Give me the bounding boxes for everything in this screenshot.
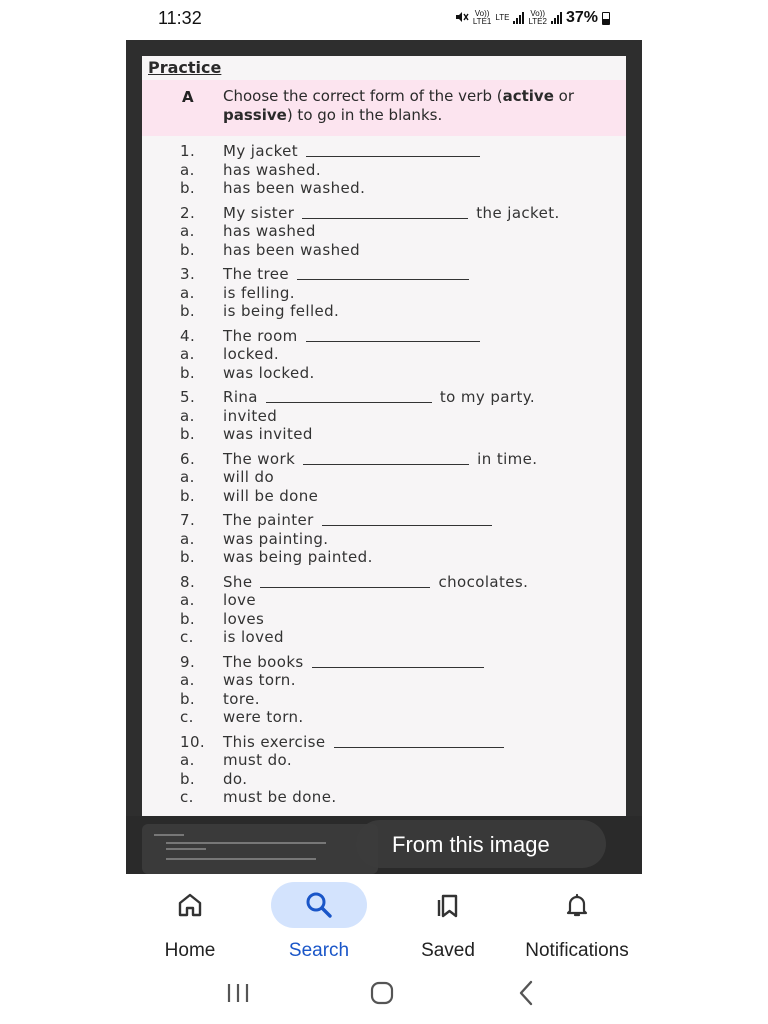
nav-search[interactable] [254,882,384,964]
option-text: must be done. [223,788,337,807]
option-letter: b. [180,302,196,320]
option-letter: b. [180,179,196,197]
option-text: were torn. [223,708,304,727]
question-item [142,733,626,807]
instruction-text: Choose the correct form of the verb (active or passive) to go in the blanks. [223,87,574,124]
answer-option [142,284,626,303]
sim2-top-label: Vo)) [530,9,546,18]
network-type: LTE [495,13,510,22]
question-stem: My sister [223,203,295,222]
battery-percent: 37% [565,9,598,26]
system-home-icon[interactable] [362,976,402,1010]
answer-blank [260,576,430,588]
question-stem: The work [223,449,296,468]
question-line [142,450,626,469]
option-letter: a. [180,345,195,363]
question-line [142,142,626,161]
question-tail: to my party. [439,388,536,407]
option-text: do. [223,769,248,788]
option-letter: b. [180,769,196,788]
nav-search-label: Search [288,940,350,961]
sim2-bottom-label: LTE2 [528,17,547,26]
visual-search-band [126,816,642,874]
nav-saved-label: Saved [421,940,475,961]
answer-blank [302,207,468,219]
nav-home-label: Home [164,940,216,961]
option-text: loves [223,609,265,628]
answer-option [142,788,626,807]
question-stem: Rina [223,388,258,407]
option-letter: b. [180,486,196,505]
option-text: was invited [223,425,313,444]
answer-option [142,530,626,549]
answer-blank [322,514,492,526]
option-letter: b. [180,609,196,628]
answer-option [142,302,626,321]
question-tail: chocolates. [438,572,529,591]
question-line [142,265,626,284]
question-number: 2. [180,203,196,222]
worksheet-heading: Practice [148,58,222,77]
question-line [142,388,626,407]
option-letter: c. [180,628,194,646]
question-item [142,653,626,727]
status-bar [0,0,768,40]
answer-option [142,179,626,198]
answer-option [142,591,626,610]
option-text: has been washed [223,240,361,259]
battery-icon [602,12,610,25]
answer-option [142,364,626,383]
question-number: 7. [180,511,196,529]
sim1-top-label: Vo)) [474,9,490,18]
question-item [142,573,626,647]
sim1-indicator [473,10,492,26]
nav-saved[interactable] [383,882,513,964]
answer-option [142,548,626,567]
answer-option [142,345,626,364]
answer-option [142,690,626,709]
instruction-box [142,80,626,136]
search-icon [271,882,367,928]
bottom-navigation [0,874,768,970]
option-text: was torn. [223,671,296,690]
question-number: 9. [180,652,196,671]
option-text: is felling. [223,283,295,302]
question-number: 8. [180,572,196,591]
mute-icon [455,11,469,26]
question-stem: She [223,572,253,591]
question-line [142,573,626,592]
system-navigation-bar [0,970,768,1024]
question-number: 1. [180,142,196,160]
question-item [142,204,626,260]
answer-option [142,161,626,180]
signal-strength-icon-2 [551,12,562,24]
answer-option [142,468,626,487]
option-letter: b. [180,548,196,566]
nav-notifications-label: Notifications [525,940,629,961]
option-letter: b. [180,363,196,382]
question-stem: The books [223,652,304,671]
option-text: invited [223,406,278,425]
question-item [142,511,626,567]
answer-option [142,407,626,426]
answer-option [142,751,626,770]
question-number: 5. [180,388,196,406]
question-item [142,388,626,444]
question-line [142,511,626,530]
option-letter: b. [180,689,196,708]
option-letter: a. [180,671,195,689]
option-letter: a. [180,406,195,425]
option-text: is loved [223,628,284,647]
status-time: 11:32 [158,8,202,28]
option-text: was painting. [223,529,329,548]
option-text: was being painted. [223,548,373,567]
question-line [142,653,626,672]
question-stem: My jacket [223,142,299,161]
back-icon[interactable] [506,976,546,1010]
answer-blank [306,330,480,342]
option-letter: c. [180,708,194,726]
signal-strength-icon [513,12,524,24]
answer-option [142,425,626,444]
question-stem: This exercise [223,732,326,751]
answer-option [142,708,626,727]
bookmarks-icon [400,882,496,928]
nav-home[interactable] [125,882,255,964]
option-text: will be done [223,486,319,505]
answer-option [142,487,626,506]
option-letter: b. [180,425,196,443]
option-text: has been washed. [223,179,366,198]
question-line [142,204,626,223]
image-thumbnail[interactable] [142,824,378,874]
option-letter: a. [180,222,195,240]
question-stem: The tree [223,265,290,284]
question-item [142,265,626,321]
answer-option [142,770,626,789]
option-text: will do [223,468,275,487]
option-text: locked. [223,345,280,364]
option-letter: a. [180,529,195,548]
question-tail: the jacket. [476,203,560,222]
from-image-label: From this image [392,832,550,857]
bell-icon [529,882,625,928]
question-item [142,142,626,198]
option-text: is being felled. [223,302,340,321]
answer-option [142,241,626,260]
option-letter: b. [180,240,196,259]
question-number: 3. [180,265,196,283]
option-text: has washed [223,222,316,241]
worksheet-image [142,56,626,856]
option-letter: a. [180,160,195,179]
option-text: tore. [223,689,260,708]
option-text: has washed. [223,160,321,179]
section-letter: A [182,88,194,106]
option-letter: a. [180,591,195,609]
status-icons [455,9,610,27]
option-text: love [223,591,257,610]
answer-blank [266,391,432,403]
question-line [142,733,626,752]
sim1-bottom-label: LTE1 [472,17,492,26]
question-number: 10. [180,732,206,751]
question-list [142,142,626,813]
answer-blank [334,736,504,748]
question-stem: The painter [223,511,314,530]
answer-blank [306,145,480,157]
option-letter: a. [180,283,195,302]
image-viewer[interactable] [126,40,642,874]
answer-option [142,628,626,647]
option-text: was locked. [223,363,315,382]
option-letter: a. [180,751,195,769]
home-icon [142,882,238,928]
question-item [142,327,626,383]
option-text: must do. [223,751,292,770]
option-letter: c. [180,788,194,806]
option-letter: a. [180,468,195,486]
question-stem: The room [223,326,298,345]
answer-blank [297,268,469,280]
answer-option [142,671,626,690]
nav-notifications[interactable] [512,882,642,964]
answer-option [142,610,626,629]
answer-blank [303,453,469,465]
recents-icon[interactable] [218,976,258,1010]
question-number: 4. [180,326,196,345]
answer-blank [312,656,484,668]
question-line [142,327,626,346]
question-item [142,450,626,506]
question-number: 6. [180,449,196,468]
answer-option [142,222,626,241]
sim2-indicator [528,10,547,26]
question-tail: in time. [477,449,538,468]
